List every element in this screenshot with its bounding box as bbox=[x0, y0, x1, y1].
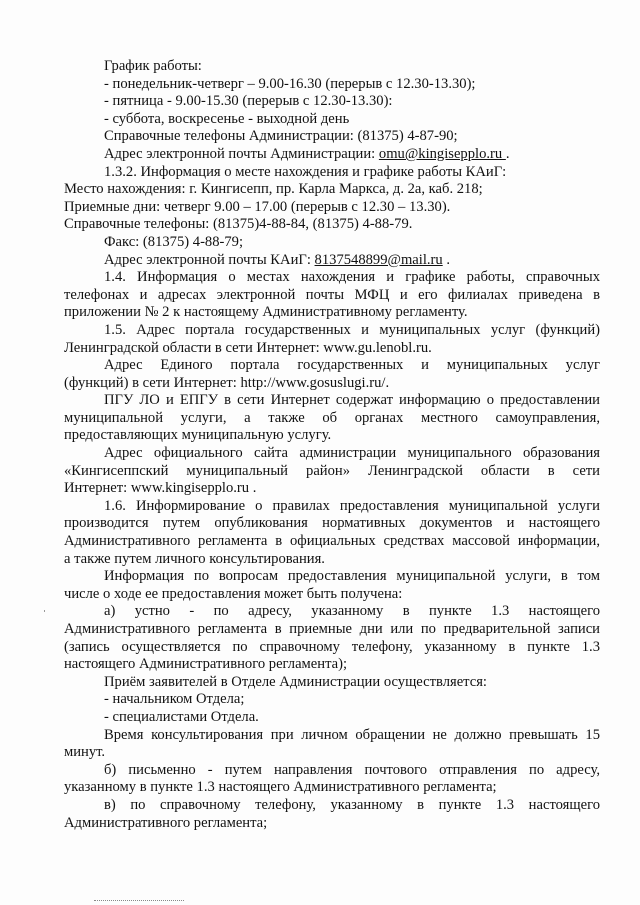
text-line: Адрес официального сайта администрации муниципального образования bbox=[104, 445, 600, 462]
text-line bbox=[64, 146, 600, 164]
text-line: Ленинградской области в сети Интернет: www.gu.lenobl.ru. bbox=[64, 339, 432, 356]
text-line: Административного регламента в приемные дни или по предварительной записи bbox=[64, 621, 600, 637]
text-line: Административного регламента в официальных средствах массовой информации, bbox=[64, 533, 600, 550]
email-link[interactable]: 8137548899@mail.ru bbox=[314, 251, 443, 268]
text-line: приложении № 2 к настоящему Административному регламенту. bbox=[64, 304, 468, 321]
text-line: Факс: (81375) 4-88-79; bbox=[104, 233, 244, 250]
text-line: 1.4. Информация о местах нахождения и графике работы, справочных bbox=[104, 269, 600, 286]
line-text: Адрес электронной почты Администрации: bbox=[104, 145, 379, 162]
email-link[interactable]: omu@kingisepplo.ru bbox=[378, 145, 506, 162]
text-line: (функций) в сети Интернет: http://www.gosuslugi.ru/. bbox=[64, 374, 390, 391]
text-line: производится путем опубликования нормативных документов и настоящего bbox=[64, 515, 600, 532]
text-line: - начальником Отдела; bbox=[104, 691, 245, 708]
text-line: Справочные телефоны: (81375)4-88-84, (81375) 4-88-79. bbox=[64, 216, 413, 233]
text-line: Информация по вопросам предоставления муниципальной услуги, в том bbox=[104, 568, 600, 585]
text-line: 1.3.2. Информация о месте нахождения и графике работы КАиГ: bbox=[104, 163, 507, 180]
margin-speck bbox=[44, 610, 45, 612]
text-line: минут. bbox=[64, 744, 106, 761]
text-line: (запись осуществляется по справочному телефону, указанному в пункте 1.3 bbox=[64, 638, 600, 655]
text-line: «Кингисеппский муниципальный район» Ленинградской области в сети bbox=[64, 462, 600, 479]
scan-artifact bbox=[94, 900, 184, 902]
text-line: а) устно - по адресу, указанному в пункте 1.3 настоящего bbox=[104, 603, 600, 620]
text-line: Приём заявителей в Отделе Администрации осуществляется: bbox=[104, 673, 487, 690]
text-line: График работы: bbox=[104, 58, 202, 74]
text-line: числе о ходе ее предоставления может быть получена: bbox=[64, 585, 403, 602]
text-line: ПГУ ЛО и ЕПГУ в сети Интернет содержат информацию о предоставлении bbox=[104, 392, 600, 409]
text-line: Справочные телефоны Администрации: (81375) 4-87-90; bbox=[104, 128, 458, 145]
text-line: в) по справочному телефону, указанному в пункте 1.3 настоящего bbox=[104, 796, 600, 813]
text-line: - специалистами Отдела. bbox=[104, 708, 259, 725]
text-line: Место нахождения: г. Кингисепп, пр. Карла Маркса, д. 2а, каб. 218; bbox=[64, 181, 483, 198]
text-line bbox=[64, 252, 600, 270]
text-line: предоставляющих муниципальную услугу. bbox=[64, 427, 332, 444]
text-line: муниципальной услуги, а также об органах местного самоуправления, bbox=[64, 409, 600, 426]
text-line: телефонах и адресах электронной почты МФЦ и его филиалах приведена в bbox=[64, 286, 600, 303]
line-text: Адрес электронной почты КАиГ: bbox=[104, 251, 315, 268]
line-text: . bbox=[442, 251, 450, 268]
text-line: - суббота, воскресенье - выходной день bbox=[104, 110, 350, 127]
line-text: . bbox=[505, 145, 510, 162]
text-line: Интернет: www.kingisepplo.ru . bbox=[64, 480, 257, 497]
document-body bbox=[64, 58, 600, 832]
text-line: - пятница - 9.00-15.30 (перерыв с 12.30-13.30): bbox=[104, 93, 393, 110]
text-line: а также путем личного консультирования. bbox=[64, 550, 325, 567]
text-line: настоящего Административного регламента); bbox=[64, 656, 348, 673]
text-line: 1.5. Адрес портала государственных и муниципальных услуг (функций) bbox=[104, 321, 600, 338]
text-line: указанному в пункте 1.3 настоящего Административного регламента; bbox=[64, 779, 497, 796]
text-line: Адрес Единого портала государственных и муниципальных услуг bbox=[104, 357, 600, 374]
text-line: - понедельник-четверг – 9.00-16.30 (перерыв с 12.30-13.30); bbox=[104, 75, 476, 92]
text-line: б) письменно - путем направления почтового отправления по адресу, bbox=[104, 761, 600, 778]
text-line: Административного регламента; bbox=[64, 814, 268, 831]
text-line: Приемные дни: четверг 9.00 – 17.00 (перерыв с 12.30 – 13.30). bbox=[64, 198, 451, 215]
text-line: 1.6. Информирование о правилах предоставления муниципальной услуги bbox=[104, 497, 600, 514]
text-line: Время консультирования при личном обращении не должно превышать 15 bbox=[104, 726, 600, 743]
